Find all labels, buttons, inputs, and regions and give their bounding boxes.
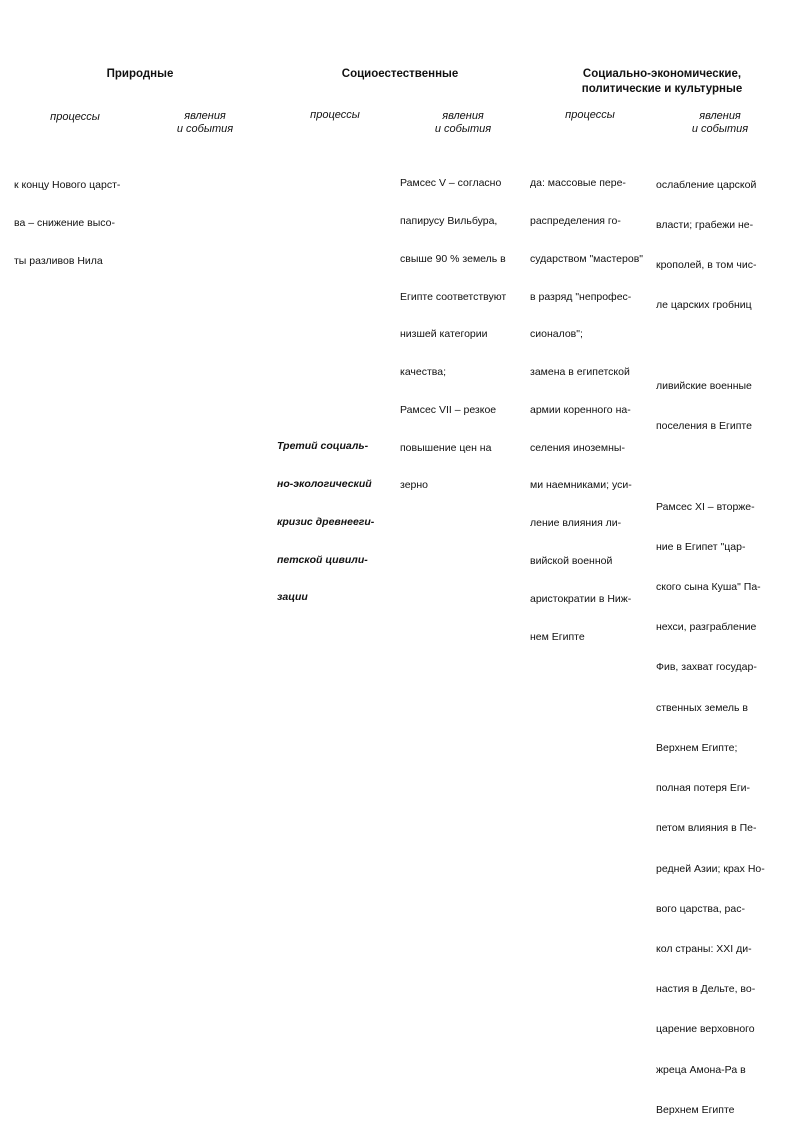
cell-line: ление влияния ли- <box>530 517 622 530</box>
cell-line: зации <box>277 591 308 604</box>
cell-line: свыше 90 % земель в <box>400 252 506 265</box>
cell-line: Третий социаль- <box>277 440 369 453</box>
cell-line: Египте соответствуют <box>400 290 507 303</box>
header-socio-economic <box>552 67 772 97</box>
cell-line: низшей категории <box>400 328 488 341</box>
cell-line: кризис древнееги- <box>277 515 375 528</box>
cell-line: царение верховного <box>656 1023 755 1036</box>
header-socio-natural: Социоестественные <box>341 68 459 80</box>
subheader-line: и события <box>434 123 492 135</box>
cell-line: ливийские военные <box>656 379 752 392</box>
cell-line <box>656 460 765 473</box>
cell-line: армии коренного на- <box>530 403 631 416</box>
cell-line: распределения го- <box>530 214 621 227</box>
cell-line: ского сына Куша" Па- <box>656 581 761 593</box>
cell-socio-events <box>400 152 506 505</box>
cell-line: папирусу Вильбура, <box>400 214 498 227</box>
cell-line: сионалов"; <box>530 328 583 341</box>
cell-line: к концу Нового царст- <box>14 179 121 192</box>
cell-line: Верхнем Египте <box>656 1103 735 1116</box>
header-socio-economic-line-1: Социально-экономические, <box>582 68 742 80</box>
cell-line: Рамсес XI – вторже- <box>656 500 755 513</box>
cell-line: петом влияния в Пе- <box>656 822 757 835</box>
subheader-line: и события <box>691 123 749 135</box>
cell-crisis-label <box>277 415 374 617</box>
header-socio-economic-line-2: политические и культурные <box>581 83 743 95</box>
cell-line: аристократии в Ниж- <box>530 592 632 605</box>
cell-line: ты разливов Нила <box>14 254 103 267</box>
cell-line: Рамсес VII – резкое <box>400 403 497 416</box>
subheader-natural-events <box>160 110 250 136</box>
cell-line: ослабление царской <box>656 178 757 191</box>
cell-natural-processes <box>14 154 120 280</box>
subheader-line: явления <box>699 110 741 122</box>
cell-se-events <box>656 152 765 1131</box>
subheader-socio-events <box>418 110 508 136</box>
cell-line: сударством "мастеров" <box>530 252 644 265</box>
header-natural: Природные <box>106 68 174 80</box>
subheader-se-events <box>675 110 765 136</box>
cell-line: нехси, разграбление <box>656 621 757 634</box>
subheader-natural-processes: процессы <box>50 111 100 123</box>
subheader-line: явления <box>184 110 226 122</box>
cell-line: ние в Египет "цар- <box>656 540 746 553</box>
cell-line: власти; грабежи не- <box>656 219 754 232</box>
cell-line: крополей, в том чис- <box>656 259 757 272</box>
subheader-line: явления <box>442 110 484 122</box>
cell-line: качества; <box>400 366 447 379</box>
cell-line: редней Азии; крах Но- <box>656 862 765 875</box>
cell-line: петской цивили- <box>277 553 368 566</box>
cell-se-processes <box>530 152 643 656</box>
cell-line: настия в Дельте, во- <box>656 983 756 996</box>
cell-line: ми наемниками; уси- <box>530 479 632 492</box>
cell-line <box>656 340 765 353</box>
subheader-socio-processes: процессы <box>310 109 360 121</box>
cell-line: замена в египетской <box>530 366 630 379</box>
cell-line: селения иноземны- <box>530 441 625 454</box>
subheader-line: и события <box>176 123 234 135</box>
cell-line: ва – снижение высо- <box>14 216 116 229</box>
cell-line: кол страны: XXI ди- <box>656 942 752 955</box>
subheader-se-processes: процессы <box>565 109 615 121</box>
cell-line: повышение цен на <box>400 441 492 454</box>
cell-line: вийской военной <box>530 555 613 567</box>
cell-line: в разряд "непрофес- <box>530 290 632 303</box>
cell-line: Верхнем Египте; <box>656 741 738 754</box>
cell-line: полная потеря Еги- <box>656 782 751 795</box>
cell-line: нем Египте <box>530 630 585 643</box>
cell-line: ле царских гробниц <box>656 299 752 312</box>
cell-line: вого царства, рас- <box>656 902 745 915</box>
cell-line: ственных земель в <box>656 701 749 714</box>
cell-line: Фив, захват государ- <box>656 661 757 674</box>
cell-line: Рамсес V – согласно <box>400 177 502 190</box>
cell-line: но-экологический <box>277 477 372 490</box>
cell-line: да: массовые пере- <box>530 177 626 190</box>
cell-line: зерно <box>400 479 429 492</box>
cell-line: поселения в Египте <box>656 420 752 433</box>
cell-line: жреца Амона-Ра в <box>656 1063 746 1076</box>
